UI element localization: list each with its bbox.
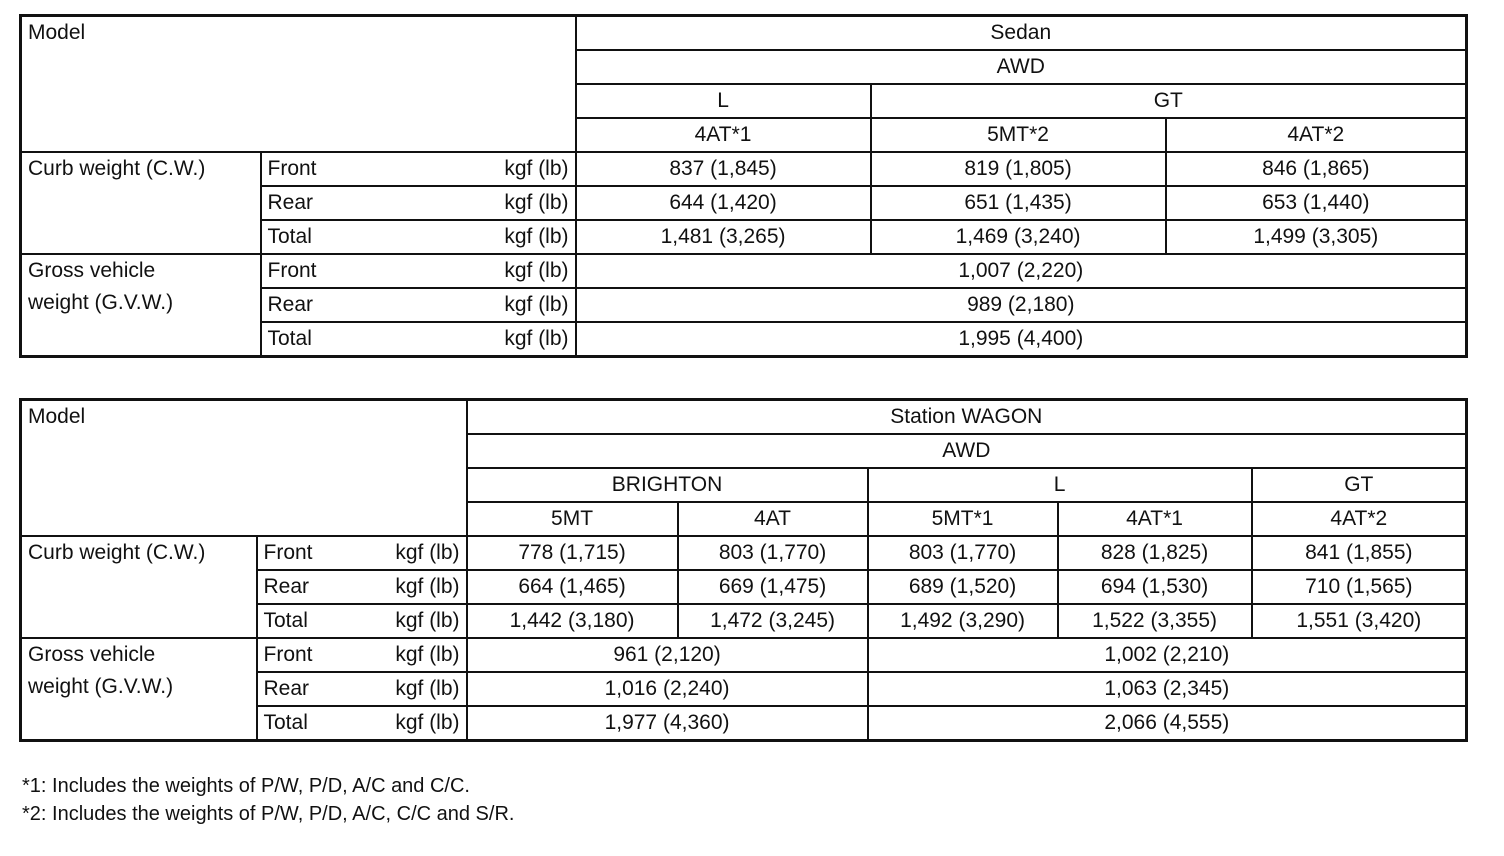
weight-value: 710 (1,565) — [1252, 570, 1467, 604]
unit-label: kgf (lb) — [367, 536, 467, 570]
weight-value: 1,472 (3,245) — [678, 604, 868, 638]
wagon-weight-table — [19, 398, 1468, 742]
transmission-header: 4AT*1 — [576, 118, 871, 152]
table-row — [21, 638, 1467, 672]
weight-value: 1,551 (3,420) — [1252, 604, 1467, 638]
position-label: Front — [261, 152, 356, 186]
weight-value: 1,977 (4,360) — [467, 706, 868, 741]
weight-value: 644 (1,420) — [576, 186, 871, 220]
weight-value: 803 (1,770) — [868, 536, 1058, 570]
weight-value: 841 (1,855) — [1252, 536, 1467, 570]
position-label: Front — [257, 536, 367, 570]
table-row — [21, 536, 1467, 570]
transmission-header: 4AT*1 — [1058, 502, 1252, 536]
position-label: Total — [257, 706, 367, 741]
table-row — [21, 152, 1467, 186]
grade-header: GT — [871, 84, 1467, 118]
weight-value: 989 (2,180) — [576, 288, 1467, 322]
unit-label: kgf (lb) — [356, 152, 576, 186]
unit-label: kgf (lb) — [367, 672, 467, 706]
position-label: Front — [257, 638, 367, 672]
transmission-header: 5MT*1 — [868, 502, 1058, 536]
body-type-header: Sedan — [576, 16, 1467, 51]
weight-value: 837 (1,845) — [576, 152, 871, 186]
sedan-weight-table — [19, 14, 1468, 358]
model-header: Model — [21, 400, 467, 537]
gross-weight-label-line2: weight (G.V.W.) — [28, 291, 174, 314]
weight-value: 961 (2,120) — [467, 638, 868, 672]
gross-weight-label-line2: weight (G.V.W.) — [28, 675, 174, 698]
weight-value: 1,499 (3,305) — [1166, 220, 1467, 254]
gross-weight-label-line1: Gross vehicle — [28, 643, 156, 666]
footnotes — [22, 772, 514, 828]
weight-value: 1,007 (2,220) — [576, 254, 1467, 288]
weight-value: 1,492 (3,290) — [868, 604, 1058, 638]
weight-value: 1,522 (3,355) — [1058, 604, 1252, 638]
unit-label: kgf (lb) — [367, 570, 467, 604]
footnote: *2: Includes the weights of P/W, P/D, A/C, C/C and S/R. — [22, 803, 515, 825]
weight-value: 1,016 (2,240) — [467, 672, 868, 706]
unit-label: kgf (lb) — [367, 604, 467, 638]
weight-value: 803 (1,770) — [678, 536, 868, 570]
grade-header: L — [576, 84, 871, 118]
curb-weight-label: Curb weight (C.W.) — [21, 536, 257, 638]
transmission-header: 4AT*2 — [1252, 502, 1467, 536]
weight-value: 651 (1,435) — [871, 186, 1166, 220]
weight-value: 1,469 (3,240) — [871, 220, 1166, 254]
weight-value: 689 (1,520) — [868, 570, 1058, 604]
position-label: Total — [257, 604, 367, 638]
transmission-header: 4AT*2 — [1166, 118, 1467, 152]
weight-value: 778 (1,715) — [467, 536, 678, 570]
weight-value: 664 (1,465) — [467, 570, 678, 604]
unit-label: kgf (lb) — [367, 638, 467, 672]
transmission-header: 4AT — [678, 502, 868, 536]
transmission-header: 5MT — [467, 502, 678, 536]
table-row — [21, 254, 1467, 288]
body-type-header: Station WAGON — [467, 400, 1467, 435]
unit-label: kgf (lb) — [356, 220, 576, 254]
transmission-header: 5MT*2 — [871, 118, 1166, 152]
model-header: Model — [21, 16, 576, 153]
gross-weight-label-line1: Gross vehicle — [28, 259, 156, 282]
footnote: *1: Includes the weights of P/W, P/D, A/C and C/C. — [22, 775, 470, 797]
unit-label: kgf (lb) — [356, 254, 576, 288]
weight-value: 1,002 (2,210) — [868, 638, 1467, 672]
position-label: Total — [261, 322, 356, 357]
unit-label: kgf (lb) — [356, 186, 576, 220]
grade-header: L — [868, 468, 1252, 502]
weight-value: 819 (1,805) — [871, 152, 1166, 186]
curb-weight-label: Curb weight (C.W.) — [21, 152, 261, 254]
position-label: Total — [261, 220, 356, 254]
grade-header: BRIGHTON — [467, 468, 868, 502]
weight-value: 846 (1,865) — [1166, 152, 1467, 186]
gross-weight-label — [21, 254, 261, 357]
position-label: Rear — [257, 570, 367, 604]
weight-value: 2,066 (4,555) — [868, 706, 1467, 741]
drive-header: AWD — [467, 434, 1467, 468]
weight-value: 1,442 (3,180) — [467, 604, 678, 638]
unit-label: kgf (lb) — [356, 322, 576, 357]
position-label: Rear — [261, 288, 356, 322]
position-label: Rear — [257, 672, 367, 706]
position-label: Front — [261, 254, 356, 288]
drive-header: AWD — [576, 50, 1467, 84]
grade-header: GT — [1252, 468, 1467, 502]
weight-value: 1,063 (2,345) — [868, 672, 1467, 706]
weight-value: 1,481 (3,265) — [576, 220, 871, 254]
unit-label: kgf (lb) — [356, 288, 576, 322]
unit-label: kgf (lb) — [367, 706, 467, 741]
weight-value: 653 (1,440) — [1166, 186, 1467, 220]
position-label: Rear — [261, 186, 356, 220]
weight-value: 669 (1,475) — [678, 570, 868, 604]
gross-weight-label — [21, 638, 257, 741]
weight-value: 1,995 (4,400) — [576, 322, 1467, 357]
weight-value: 694 (1,530) — [1058, 570, 1252, 604]
weight-value: 828 (1,825) — [1058, 536, 1252, 570]
